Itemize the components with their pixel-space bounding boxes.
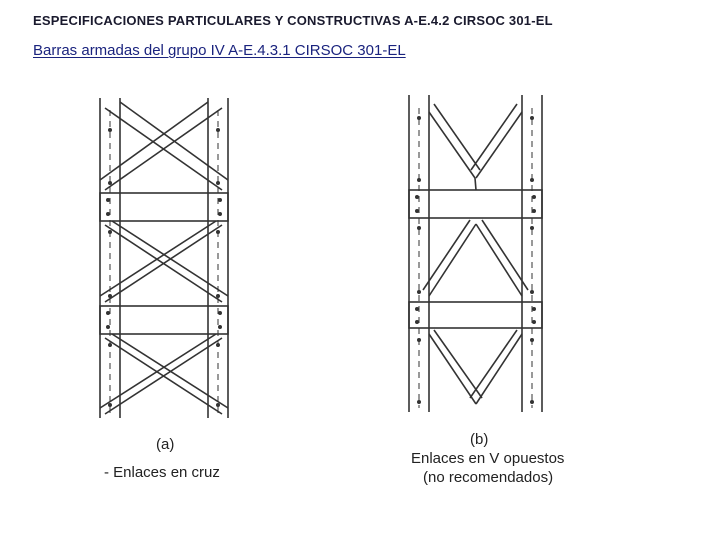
figure-b-caption-line1: Enlaces en V opuestos [411,450,565,467]
figure-a-label: (a) [156,436,175,453]
document-header: ESPECIFICACIONES PARTICULARES Y CONSTRUCTIVAS A-E.4.2 CIRSOC 301-EL [33,13,553,28]
figure-a-caption: - Enlaces en cruz [104,464,220,481]
document-subtitle: Barras armadas del grupo IV A-E.4.3.1 CIRSOC 301-EL [33,42,406,59]
figure-b-caption-line2: (no recomendados) [423,469,554,486]
figure-b-label: (b) [470,431,489,448]
